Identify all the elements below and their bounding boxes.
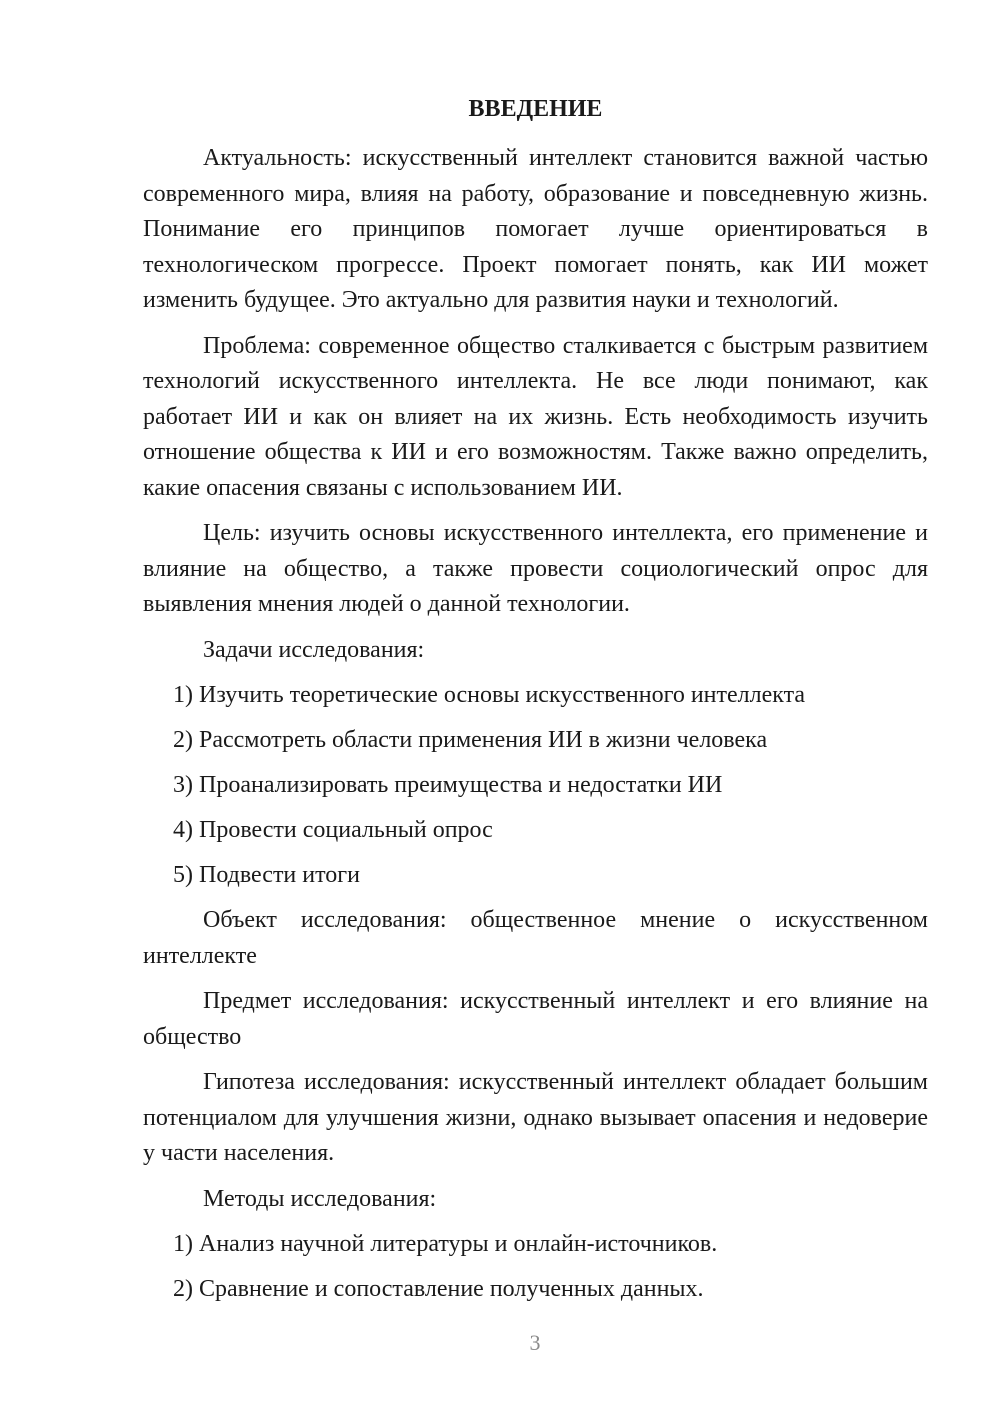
page-number: 3 — [529, 1330, 541, 1355]
methods-list — [143, 1227, 928, 1307]
list-item: 2) Рассмотреть области применения ИИ в жизни человека — [173, 727, 768, 753]
list-item: 4) Провести социальный опрос — [173, 817, 493, 843]
tasks-list — [143, 678, 928, 893]
list-item: 5) Подвести итоги — [173, 862, 360, 888]
document-body — [143, 92, 928, 1317]
hypothesis-paragraph: Гипотеза исследования: искусственный интеллект обладает большим потенциалом для улучшения жизни, однако вызывает опасения и недоверие у части населения. — [143, 1069, 928, 1166]
list-item: 1) Изучить теоретические основы искусственного интеллекта — [173, 682, 806, 708]
list-item: 3) Проанализировать преимущества и недостатки ИИ — [173, 772, 723, 798]
page-title: ВВЕДЕНИЕ — [468, 96, 603, 122]
list-item: 1) Анализ научной литературы и онлайн-источников. — [173, 1231, 718, 1257]
methods-label: Методы исследования: — [203, 1185, 437, 1212]
subject-paragraph: Предмет исследования: искусственный интеллект и его влияние на общество — [143, 988, 928, 1050]
relevance-paragraph: Актуальность: искусственный интеллект становится важной частью современного мира, влияя на работу, образование и повседневную жизнь. Понимание его принципов помогает лучше ориентироваться в технологическом прогрессе. Проект помогает понять, как ИИ может изменить будущее. Это актуально для развития науки и технологий. — [143, 145, 928, 313]
tasks-label: Задачи исследования: — [203, 636, 425, 663]
goal-paragraph: Цель: изучить основы искусственного интеллекта, его применение и влияние на общество, а также провести социологический опрос для выявления мнения людей о данной технологии. — [143, 520, 928, 617]
problem-paragraph: Проблема: современное общество сталкивается с быстрым развитием технологий искусственного интеллекта. Не все люди понимают, как работает ИИ и как он влияет на их жизнь. Есть необходимость изучить отношение общества к ИИ и его возможностям. Также важно определить, какие опасения связаны с использованием ИИ. — [143, 332, 928, 501]
object-paragraph: Объект исследования: общественное мнение о искусственном интеллекте — [143, 907, 928, 969]
list-item: 2) Сравнение и сопоставление полученных данных. — [173, 1276, 704, 1302]
